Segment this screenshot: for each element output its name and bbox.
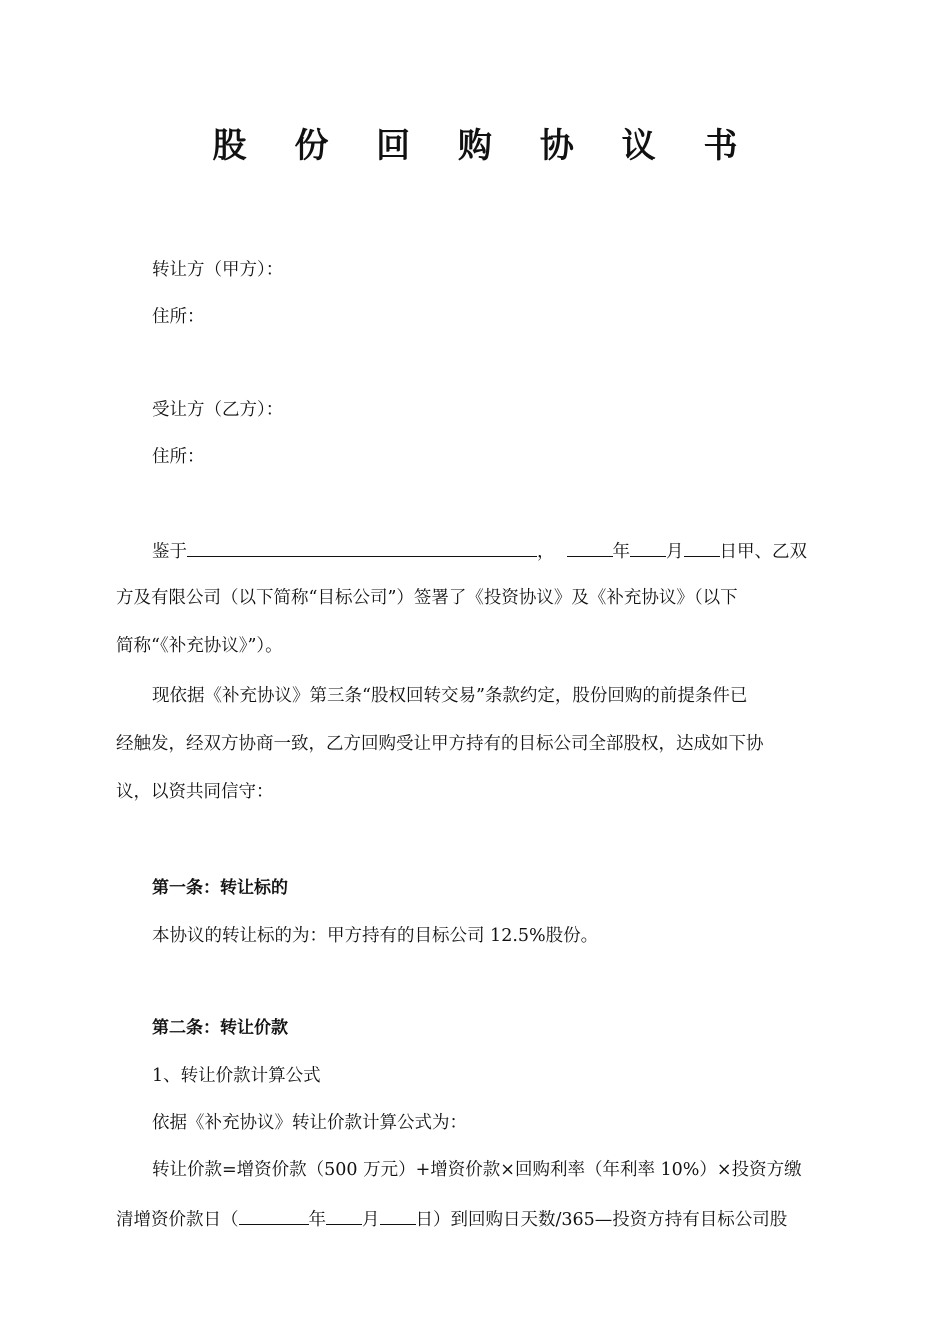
- formula-prefix: 清增资价款日（: [116, 1210, 239, 1230]
- article-1-heading: 第一条：转让标的: [152, 878, 288, 898]
- month-blank: [630, 536, 666, 557]
- formula-day-blank: [380, 1204, 416, 1225]
- transferor-address-label: 住所：: [152, 307, 205, 327]
- formula-line-2: [116, 1204, 838, 1234]
- party-name-blank: [187, 536, 537, 557]
- day-blank: [684, 536, 720, 557]
- recital-comma: ，: [537, 542, 555, 562]
- recital-prefix: 鉴于: [152, 542, 187, 562]
- formula-month-blank: [326, 1204, 362, 1225]
- recital-line-2: 方及有限公司（以下简称“目标公司”）签署了《投资协议》及《补充协议》（以下: [116, 588, 738, 608]
- basis-line-2: 经触发，经双方协商一致，乙方回购受让甲方持有的目标公司全部股权，达成如下协: [116, 734, 764, 754]
- article-2-heading: 第二条：转让价款: [152, 1018, 288, 1038]
- formula-suffix: 日）到回购日天数/365—投资方持有目标公司股: [415, 1210, 788, 1230]
- basis-line-3: 议，以资共同信守：: [116, 782, 274, 802]
- article-2-item-1: 1、转让价款计算公式: [152, 1066, 321, 1086]
- recital-year: 年: [612, 542, 630, 562]
- article-1-text: 本协议的转让标的为：甲方持有的目标公司 12.5%股份。: [152, 926, 599, 946]
- recital-line-3: 简称“《补充协议》”）。: [116, 636, 283, 656]
- year-blank: [567, 536, 613, 557]
- article-2-intro: 依据《补充协议》转让价款计算公式为：: [152, 1113, 467, 1133]
- recital-month: 月: [666, 542, 684, 562]
- recital-line-1: [152, 536, 838, 566]
- formula-year-blank: [239, 1204, 309, 1225]
- transferee-address-label: 住所：: [152, 447, 205, 467]
- recital-suffix: 日甲、乙双: [719, 542, 807, 562]
- formula-year: 年: [308, 1210, 326, 1230]
- document-title: 股 份 回 购 协 议 书: [212, 126, 756, 166]
- formula-month: 月: [362, 1210, 380, 1230]
- formula-line-1: 转让价款=增资价款（500 万元）+增资价款×回购利率（年利率 10%）×投资方缴: [152, 1160, 802, 1180]
- basis-line-1: 现依据《补充协议》第三条“股权回转交易”条款约定，股份回购的前提条件已: [152, 686, 748, 706]
- transferor-label: 转让方（甲方）：: [152, 260, 284, 280]
- transferee-label: 受让方（乙方）：: [152, 400, 284, 420]
